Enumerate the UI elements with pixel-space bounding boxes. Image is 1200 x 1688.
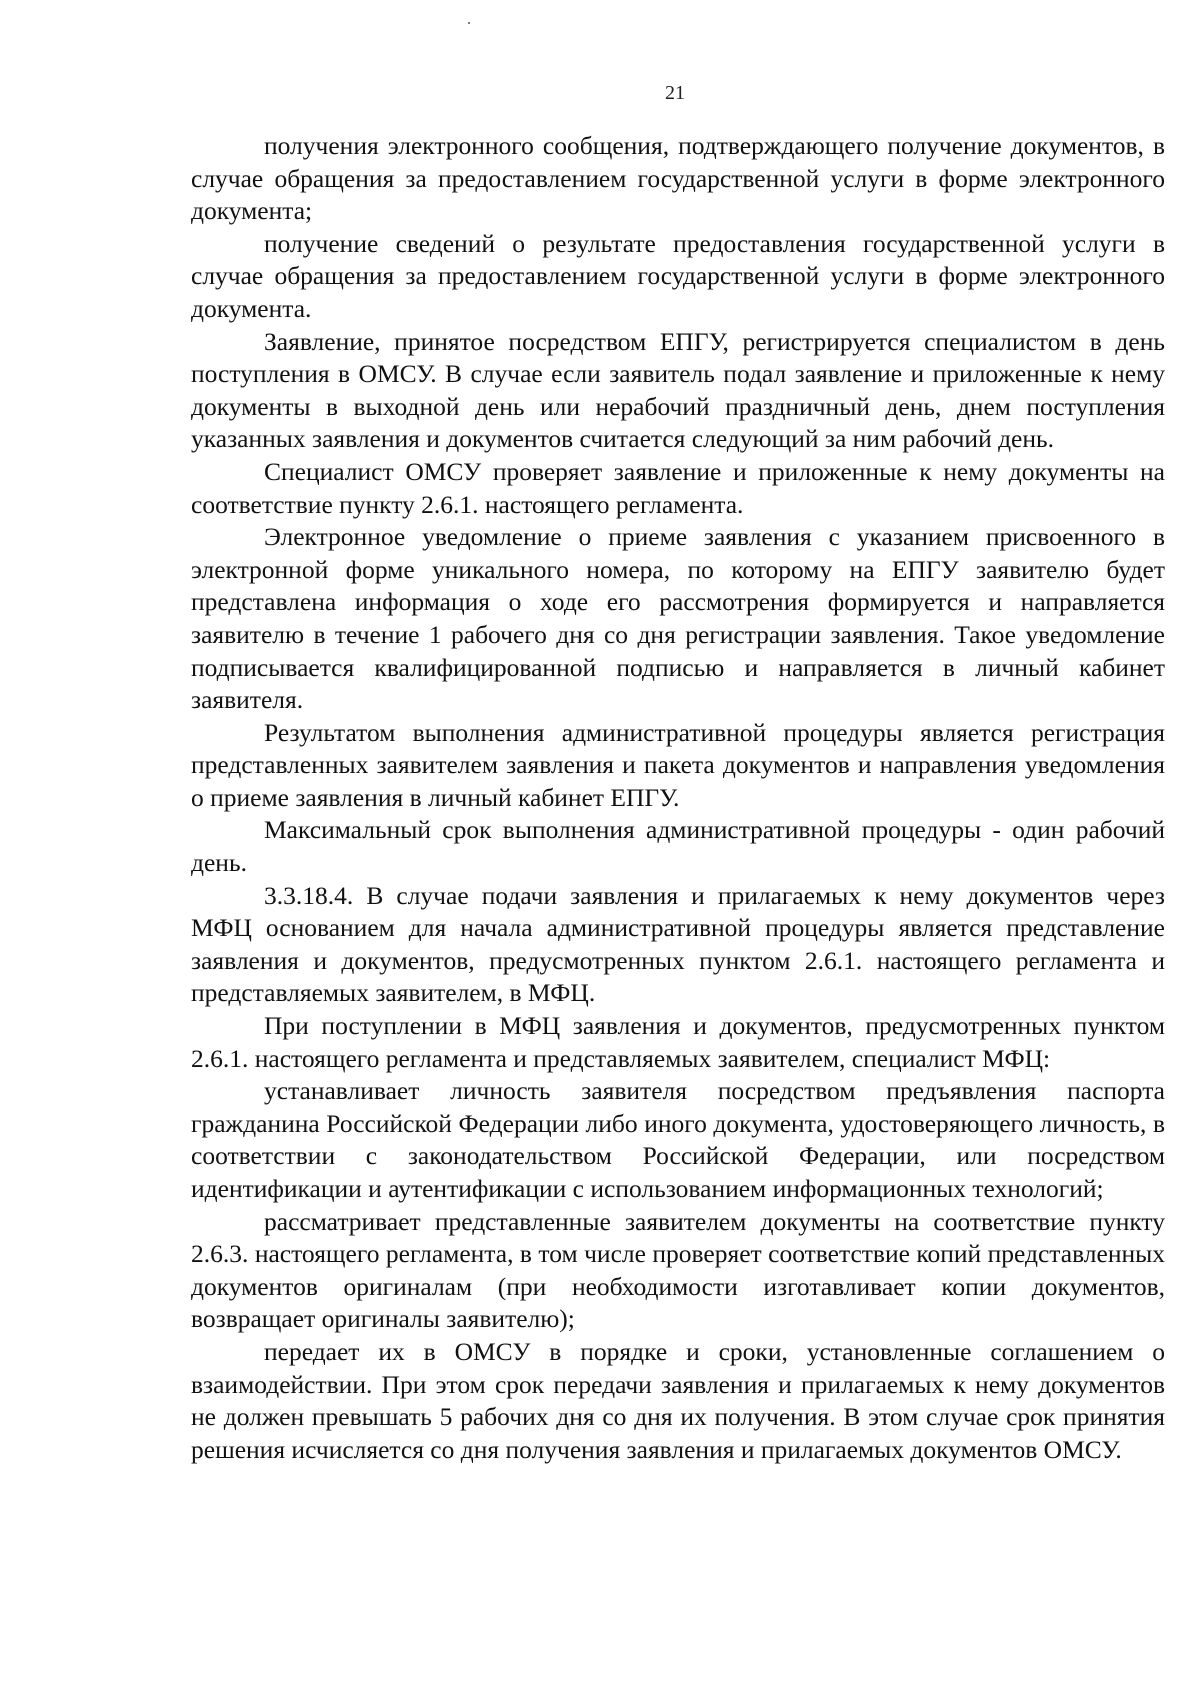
- paragraph-electronic-message: получения электронного сообщения, подтверждающего получение документов, в случае обращения за предоставлением государственной услуги в форме электронного документа;: [191, 131, 1165, 226]
- paragraph-max-term: Максимальный срок выполнения административной процедуры - один рабочий день.: [191, 815, 1165, 878]
- scan-speck: [468, 22, 470, 24]
- paragraph-identity-check: устанавливает личность заявителя посредством предъявления паспорта гражданина Российской Федерации либо иного документа, удостоверяющего личность, в соответствии с законодательством Российской Федерации, или посредством идентификации и аутентификации с использованием информационных технологий;: [191, 1076, 1165, 1203]
- paragraph-mfc-receipt: При поступлении в МФЦ заявления и документов, предусмотренных пунктом 2.6.1. настоящего регламента и представляемых заявителем, специалист МФЦ:: [191, 1011, 1165, 1073]
- paragraph-3-3-18-4: 3.3.18.4. В случае подачи заявления и прилагаемых к нему документов через МФЦ основанием для начала административной процедуры является представление заявления и документов, предусмотренных пунктом 2.6.1. настоящего регламента и представляемых заявителем, в МФЦ.: [191, 880, 1165, 1008]
- paragraph-result-info: получение сведений о результате предоставления государственной услуги в случае обращения за предоставлением государственной услуги в форме электронного документа.: [191, 228, 1165, 323]
- paragraph-epgu-registration: Заявление, принятое посредством ЕПГУ, регистрируется специалистом в день поступления в ОМСУ. В случае если заявитель подал заявление и приложенные к нему документы в выходной день или нерабочий праздничный день, днем поступления указанных заявления и документов считается следующий за ним рабочий день.: [191, 326, 1165, 454]
- paragraph-document-review: рассматривает представленные заявителем документы на соответствие пункту 2.6.3. настоящего регламента, в том числе проверяет соответствие копий представленных документов оригиналам (при необходимости изготавливает копии документов, возвращает оригиналы заявителю);: [191, 1206, 1165, 1334]
- paragraph-omsu-check: Специалист ОМСУ проверяет заявление и приложенные к нему документы на соответствие пункту 2.6.1. настоящего регламента.: [191, 456, 1165, 519]
- document-body: [191, 130, 1165, 1466]
- paragraph-transfer-omsu: передает их в ОМСУ в порядке и сроки, установленные соглашением о взаимодействии. При этом срок передачи заявления и прилагаемых к нему документов не должен превышать 5 рабочих дня со дня их получения. В этом случае срок принятия решения исчисляется со дня получения заявления и прилагаемых документов ОМСУ.: [191, 1336, 1165, 1464]
- paragraph-electronic-notice: Электронное уведомление о приеме заявления с указанием присвоенного в электронной форме уникального номера, по которому на ЕПГУ заявителю будет представлена информация о ходе его рассмотрения формируется и направляется заявителю в течение 1 рабочего дня со дня регистрации заявления. Такое уведомление подписывается квалифицированной подписью и направляется в личный кабинет заявителя.: [191, 522, 1165, 715]
- paragraph-procedure-result: Результатом выполнения административной процедуры является регистрация представленных заявителем заявления и пакета документов и направления уведомления о приеме заявления в личный кабинет ЕПГУ.: [191, 717, 1165, 812]
- page-number: 21: [665, 82, 685, 104]
